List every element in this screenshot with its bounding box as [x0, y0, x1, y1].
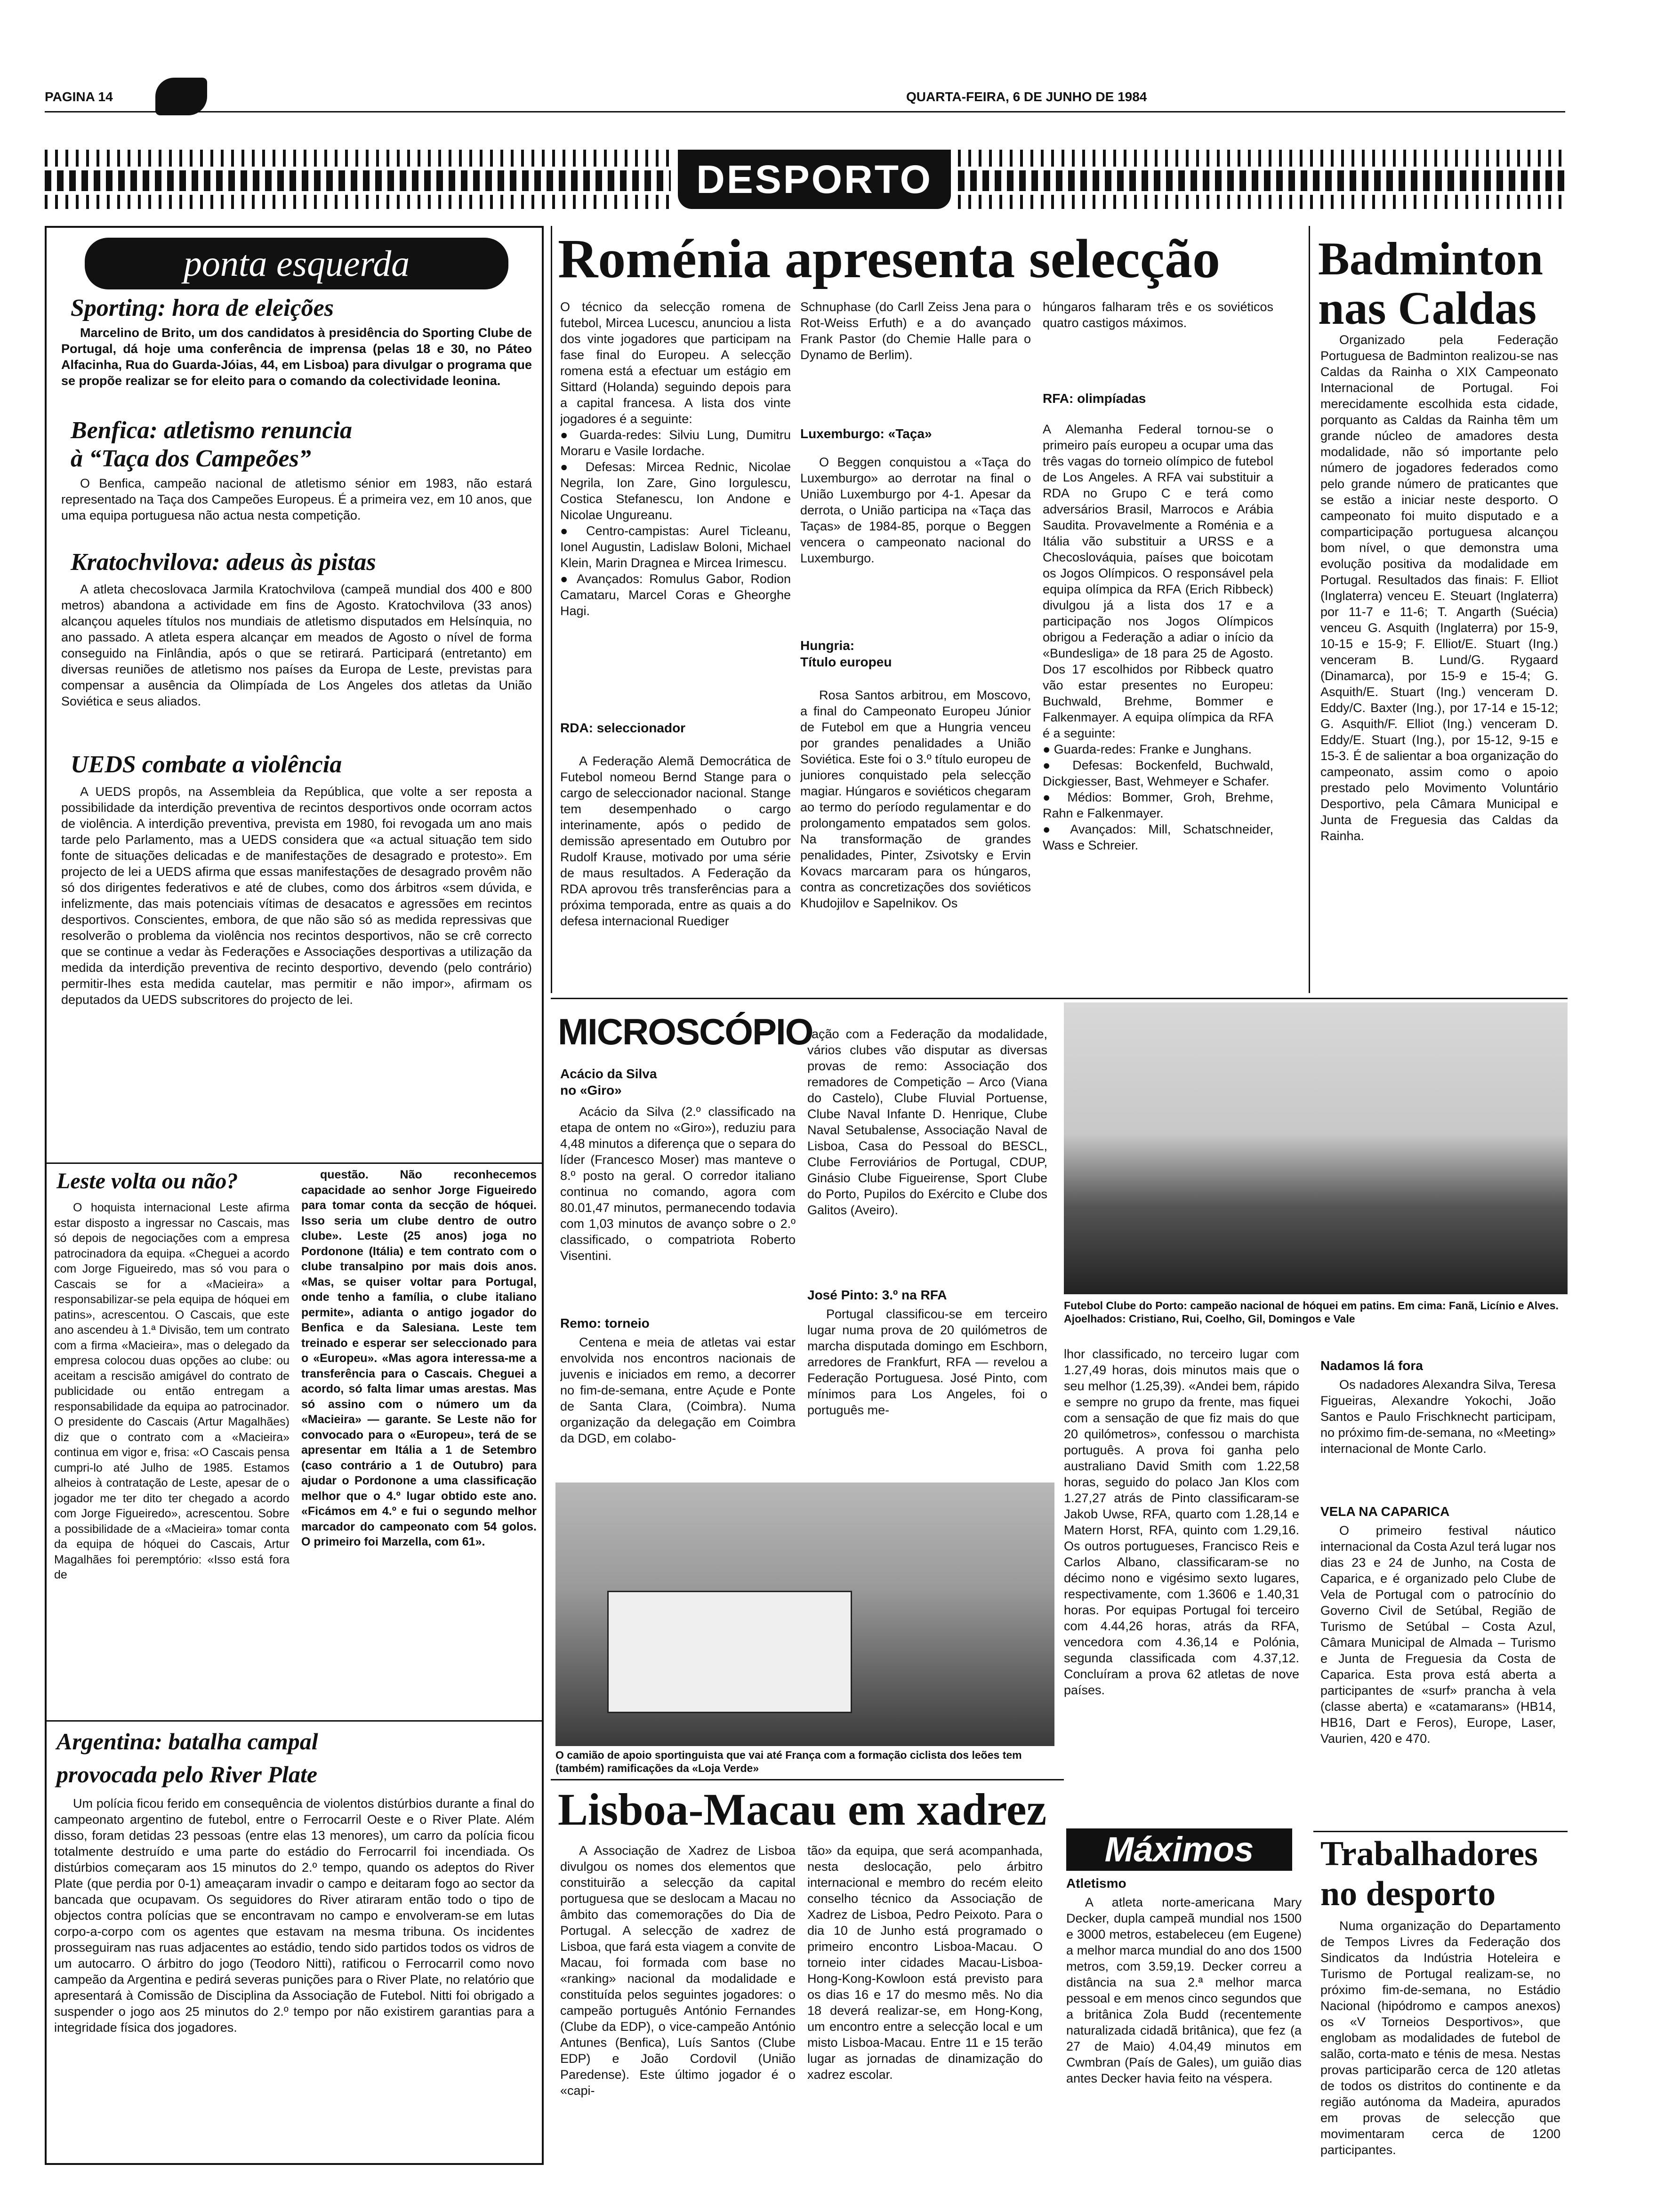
article-rfa: A Alemanha Federal tornou-se o primeiro país europeu a ocupar uma das três vagas do torneio olímpico de futebol de Los Angeles. A RFA vai substituir a RDA no Grupo C e terá como adversários Brasil, Marrocos e Arábia Saudita. Provavelmente a Roménia e a Itália vão substituir a URSS e a Checoslováquia, países que boicotam os Jogos Olímpicos. O responsável pela equipa olímpica da RFA (Erich Ribbeck) divulgou já a lista dos 17 e a participação nos Jogos Olímpicos obrigou a Federação a adiar o início da «Bundesliga» de 18 para 25 de Agosto. Dos 17 escolhidos por Ribbeck quatro vão estar presentes no Europeu: Buchwald, Brehme, Bommer e Falkenmayer. A equipa olímpica da RFA é a seguinte: ● Guarda-redes: Franke e Junghans. ● Defesas: Bockenfeld, Buchwald, Dickgiesser, Bast, Wehmeyer e Schafer. ● Médios: Bommer, Groh, Brehme, Rahn e Falkenmayer. ● Avançados: Mill, Schatschneider, Wass e Schreier. [1043, 422, 1273, 852]
article-leste-col1: O hoquista internacional Leste afirma estar disposto a ingressar no Cascais, mas só depois de negociações com a empresa patrocinadora da equipa. «Cheguei a acordo com Jorge Figueiredo, mas só vou para o Cascais se for a «Macieira» a responsabilizar-se pela equipa de hóquei em patins», acrescentou. O Cascais, que este ano ascendeu à 1.ª Divisão, tem um contrato com a firma «Macieira», mas o delegado da empresa colocou duas opções ao clube: ou aceitam a rescisão amigável do contrato de publicidade ou então entregam a responsabilidade da equipa ao patrocinador. O presidente do Cascais (Artur Magalhães) diz que o contrato com a «Macieira» continua em vigor e, frisa: «O Cascais pensa cumpri-lo até Julho de 1985. Estamos alheios à contratação de Leste, apesar de o jogador me ter dito ter chegado a acordo com Jorge Figueiredo», acrescentou. Sobre a possibilidade de a «Macieira» tomar conta da equipa de hóquei do Cascais, Artur Magalhães foi peremptório: «Isso está fora de [54, 1201, 290, 1581]
banner-stripes-right-bottom [958, 195, 1568, 209]
headline-benfica-2: à “Taça dos Campeões” [71, 445, 311, 472]
divider-trabalhadores [1313, 1831, 1568, 1832]
article-acacio: Acácio da Silva (2.º classificado na etapa de ontem no «Giro»), reduziu para 4,48 minutos a diferença que o separa do líder (Francesco Moser) mas manteve o 8.º posto na geral. O corredor italiano continua no comando, agora com 80.01,47 minutos, permanecendo todavia com 1,03 minutos de avanço sobre o 2.º classificado, o compatriota Roberto Visentini. [560, 1105, 796, 1263]
article-benfica: O Benfica, campeão nacional de atletismo sénior em 1983, não estará representado na Taça dos Campeões Europeus. É a primeira vez, em 10 anos, que uma equipa portuguesa não actua nesta competição. [61, 476, 532, 522]
headline-ueds: UEDS combate a violência [71, 751, 342, 778]
column-divider-1 [551, 226, 552, 993]
article-badminton: Organizado pela Federação Portuguesa de Badminton realizou-se nas Caldas da Rainha o XIX Campeonato Internacional de Portugal. Foi merecidamente escolhida esta cidade, porquanto as Caldas da Rainha têm um grande núcleo de amadores desta modalidade, não só importante pelo número de jogadores federados como pelo grande número de praticantes que se estão a iniciar neste desporto. O campeonato foi muito disputado e a comparticipação portuguesa alcançou bom nível, o que demonstra uma evolução positiva da modalidade em Portugal. Resultados das finais: F. Elliot (Inglaterra) venceu E. Steuart (Inglaterra) por 11-7 e 11-6; T. Angarth (Suécia) venceu G. Asquith (Inglaterra) por 15-9, 10-15 e 15-9; F. Elliot/E. Stuart (Ing.) venceram B. Lund/G. Rygaard (Dinamarca), por 15-9 e 15-4; G. Asquith/E. Stuart (Ing.) venceram D. Eddy/C. Baxter (Ing.), por 17-14 e 15-12; G. Asquith/F. Elliot (Ing.) venceram D. Eddy/E. Stuart (Ing.), por 15-12, 9-15 e 15-3. É de salientar a boa organização do campeonato, assim como o apoio prestado pelo Movimento Voluntário Desportivo, pela Câmara Municipal e Junta de Freguesia das Caldas da Rainha. [1320, 333, 1558, 843]
maximos-logo: Máximos [1066, 1828, 1292, 1871]
article-trabalhadores: Numa organização do Departamento de Tempos Livres da Federação dos Sindicatos da Indústria Hoteleira e Turismo de Portugal realizam-se, no próximo fim-de-semana, no Estádio Nacional (hipódromo e campos anexos) os «V Torneios Desportivos», que englobam as modalidades de futebol de salão, corta-mato e ténis de mesa. Nestas provas participarão cerca de 120 atletas de todos os distritos do continente e da região autónoma da Madeira, apurados em provas de selecção que movimentaram cerca de 1200 participantes. [1320, 1919, 1560, 2157]
subhead-nadamos: Nadamos lá fora [1320, 1358, 1423, 1373]
subhead-vela: VELA NA CAPARICA [1320, 1504, 1450, 1519]
article-remo: Centena e meia de atletas vai estar envolvida nos encontros nacionais de juvenis e iniciados em remo, a decorrer no fim-de-semana, entre Açude e Ponte de Santa Clara, (Coimbra). Numa organização da delegação em Coimbra da DGD, em colabo- [560, 1335, 796, 1445]
article-jose-pinto-cont: lhor classificado, no terceiro lugar com 1.27,49 horas, dois minutos mais que o seu melhor (1.25,39). «Andei bem, rápido e sempre no grupo da frente, mas fiquei com a sensação de que fiz mais do que 20 quilómetros», confessou o marchista português. A prova foi ganha pelo australiano David Smith com 1.22,58 horas, seguido do polaco Jan Klos com 1.27,27 atrás de Pinto classificaram-se Jakob Uwse, RFA, quarto com 1.28,14 e Matern Horst, RFA, quinto com 1.29,16. Os outros portugueses, Francisco Reis e Carlos Albano, classificaram-se no décimo nono e vigésimo sexto lugares, respectivamente, com 1.3606 e 1.40,31 horas. Por equipas Portugal foi terceiro com 4.44,26 horas, atrás da RFA, vencedora com 4.36,14 e Polónia, segunda classificada com 4.37,12. Concluíram a prova 62 atletas de nove países. [1064, 1347, 1299, 1697]
subhead-hungria-1: Hungria: [800, 638, 855, 653]
article-maximos: A atleta norte-americana Mary Decker, dupla campeã mundial nos 1500 e 3000 metros, estabeleceu (em Eugene) a melhor marca mundial do ano dos 1500 metros, com 3.59,19. Decker correu a distância na sua 2.ª melhor marca pessoal e em menos cinco segundos que a britânica Zola Budd (recentemente naturalizada cidadã britânica), que fez (a 27 de Maio) 4.04,49 minutos em Cwmbran (País de Gales), um guião dias antes Decker havia feito na véspera. [1066, 1895, 1302, 2085]
truck-photo-caption: O camião de apoio sportinguista que vai até França com a formação ciclista dos leões tem (também) ramificações da «Loja Verde» [555, 1749, 1022, 1774]
divider-xadrez [551, 1779, 1064, 1780]
article-rda: A Federação Alemã Democrática de Futebol nomeou Bernd Stange para o cargo de seleccionador nacional. Stange tem desempenhado o cargo interinamente, após o pedido de demissão apresentado em Outubro por Rudolf Krause, motivado por uma série de maus resultados. A Federação da RDA aprovou três transferências para a próxima temporada, entre as quais a do defesa internacional Ruediger [560, 754, 791, 928]
headline-romenia: Roménia apresenta selecção [558, 228, 1220, 289]
article-luxemburgo: O Beggen conquistou a «Taça do Luxemburgo» ao derrotar na final o União Luxemburgo por 4-1. Apesar da derrota, o União participa na «Taça das Taças» de 1984-85, porque o Beggen vencera o campeonato nacional do Luxemburgo. [800, 455, 1031, 565]
banner-stripes-right-top [958, 150, 1568, 167]
article-argentina: Um polícia ficou ferido em consequência de violentos distúrbios durante a final do campeonato argentino de futebol, entre o Ferrocarril Oeste e o River Plate. Além disso, foram detidas 23 pessoas (entre elas 13 menores), um carro da polícia ficou totalmente destruído e uma parte do estádio do Ferrocarril foi incendiada. Os distúrbios começaram aos 15 minutos do 2.º tempo, quando os adeptos do River Plate (que perdia por 0-1) ameaçaram invadir o campo e deitaram fogo ao sector da bancada que ocupavam. Os seguidores do River atiraram então todo o tipo de objectos contra polícias que se encontravam no campo e envolveram-se em lutas corpo-a-corpo com os agentes que estavam na mesma tribuna. Os incidentes prosseguiram nas ruas adjacentes ao estádio, tendo sido partidos todos os vidros de um autocarro. O árbitro do jogo (Teodoro Nitti), ratificou o Ferrocarril como novo campeão da Argentina e pedirá severas punições para o River Plate, no relatório que apresentará à Comissão de Disciplina da Associação de Futebol. Nitti foi obrigado a suspender o jogo aos 25 minutos do 2.º tempo por não existirem garantias para a integridade física dos jogadores. [54, 1796, 534, 2035]
headline-trabalhadores-2: no desporto [1320, 1875, 1496, 1913]
headline-xadrez: Lisboa-Macau em xadrez [558, 1784, 1047, 1835]
banner-stripes-right [958, 170, 1568, 191]
issue-date: QUARTA-FEIRA, 6 DE JUNHO DE 1984 [906, 89, 1147, 104]
article-xadrez-col1: A Associação de Xadrez de Lisboa divulgou os nomes dos elementos que constituirão a selecção da capital portuguesa que se deslocam a Macau no âmbito das comemorações do Dia de Portugal. A selecção de xadrez de Lisboa, que fará esta viagem a convite de Macau, foi formada com base no «ranking» nacional da modalidade e constituída pelos seguintes jogadores: o campeão português António Fernandes (Clube da EDP), o vice-campeão António Antunes (Benfica), Luís Santos (Clube EDP) e João Cordovil (União Paredense). Este último jogador é o «capi- [560, 1843, 796, 2098]
ponta-esquerda-logo: ponta esquerda [85, 238, 508, 289]
headline-trabalhadores-1: Trabalhadores [1320, 1835, 1538, 1873]
headline-badminton-2: nas Caldas [1318, 282, 1537, 334]
headline-badminton-1: Badminton [1318, 232, 1543, 285]
subhead-rda: RDA: seleccionador [560, 721, 686, 735]
article-nadamos: Os nadadores Alexandra Silva, Teresa Figueiras, Alexandre Yokochi, João Santos e Paulo Frischknecht participam, no próximo fim-de-semana, no «Meeting» internacional de Monte Carlo. [1320, 1378, 1556, 1456]
header-rule [45, 111, 1565, 112]
subhead-remo: Remo: torneio [560, 1316, 650, 1330]
divider-leste [45, 1162, 544, 1164]
subhead-acacio-1: Acácio da Silva [560, 1066, 657, 1081]
article-leste-col2: questão. Não reconhecemos capacidade ao senhor Jorge Figueiredo para tomar conta da secção de hóquei. Isso seria um clube dentro de outro clube». Leste (25 anos) joga no Pordonone (Itália) e tem contrato com o clube transalpino por mais dois anos. «Mas, se quiser voltar para Portugal, onde tenho a família, o clube italiano permite», adianta o antigo jogador do Benfica e da Salesiana. Leste tem treinado e esperar ser seleccionado para o «Europeu». «Mas agora interessa-me a transferência para o Cascais. Cheguei a acordo, só falta limar umas arestas. Mas só assino com o número um da «Macieira» — garante. Se Leste não for convocado para o «Europeu», terá de se apresentar em Itália a 1 de Setembro (caso contrário a 1 de Outubro) para ajudar o Pordonone a uma classificação melhor que o 4.º lugar obtido este ano. «Ficámos em 4.º e fui o segundo melhor marcador do campeonato com 54 golos. O primeiro foi Marzella, com 61». [301, 1168, 537, 1548]
headline-argentina-2: provocada pelo River Plate [56, 1761, 318, 1787]
article-remo-cont: ração com a Federação da modalidade, vários clubes vão disputar as diversas provas de remo: Associação dos remadores de Competição – Arco (Viana do Castelo), Clube Fluvial Portuense, Clube Naval Infante D. Henrique, Clube Naval Setubalense, Associação Naval de Lisboa, Casa do Pessoal do BESCL, Clube Ferroviários de Portugal, CDUP, Ginásio Clube Figueirense, Sport Clube do Porto, Pupilos do Exército e Clube dos Galitos (Aveiro). [807, 1027, 1047, 1217]
article-rda-cont: Schnuphase (do Carll Zeiss Jena para o Rot-Weiss Erfuth) e a do avançado Frank Pastor (do Chemie Halle para o Dynamo de Berlim). [800, 300, 1031, 362]
article-romenia-list: O técnico da selecção romena de futebol, Mircea Lucescu, anunciou a lista dos vinte jogadores que participam na fase final do Europeu. A selecção romena está a efectuar um estágio em Sittard (Holanda) seguindo depois para a capital francesa. A lista dos vinte jogadores é a seguinte: ● Guarda-redes: Silviu Lung, Dumitru Moraru e Vasile Iordache. ● Defesas: Mircea Rednic, Nicolae Negrila, Ion Zare, Gino Iorgulescu, Costica Stefanescu, Ion Andone e Nicolae Ungureanu. ● Centro-campistas: Aurel Ticleanu, Ionel Augustin, Ladislaw Boloni, Michael Klein, Marin Dragnea e Mircea Irimescu. ● Avançados: Romulus Gabor, Rodion Camataru, Marcel Coras e Gheorghe Hagi. [560, 300, 791, 618]
newspaper-logo-icon [155, 78, 207, 115]
article-hungria-cont: húngaros falharam três e os soviéticos quatro castigos máximos. [1043, 300, 1273, 330]
article-ueds: A UEDS propôs, na Assembleia da República, que volte a ser reposta a possibilidade da interdição preventiva de recintos desportivos onde ocorram actos de violência. A interdição preventiva, prevista em 1980, foi revogada um ano mais tarde pelo Parlamento, mas a UEDS considera que «a actual situação tem sido fonte de situações delicadas e de manifestações de desagrado e protesto». Em projecto de lei a UEDS afirma que essas manifestações de desagrado provêm não só dos dirigentes federativos e até de clubes, como dos árbitros «sem dúvida, e infelizmente, das mais potenciais vítimas de desacatos e agressões em recintos desportivos. Conscientes, embora, de que não são só as medida repressivas que resolverão o problema da violência nos recintos desportivos, não se crê correcto que se continue a vedar às Federações e Associações desportivas a utilização da medida da interdição preventiva de recinto desportivo, devendo (pelo contrário) permitir-lhes esta medida cautelar, mas permitir e não impor», afirmam os deputados da UEDS subscritores do projecto de lei. [61, 785, 532, 1007]
headline-kratochvilova: Kratochvilova: adeus às pistas [71, 549, 376, 576]
microscopio-logo: MICROSCÓPIO [558, 1011, 813, 1052]
article-vela: O primeiro festival náutico internacional da Costa Azul terá lugar nos dias 23 e 24 de Junho, na Costa de Caparica, e é organizado pelo Clube de Vela de Portugal com o patrocínio do Governo Civil de Setúbal, Região de Turismo de Setúbal – Costa Azul, Câmara Municipal de Almada – Turismo e Junta de Freguesia da Costa de Caparica. Esta prova está aberta a participantes de «surf» prancha à vela (classe aberta) e «catamarans» (HB14, HB16, Dart e Feros), Europe, Laser, Vaurien, 420 e 470. [1320, 1523, 1556, 1746]
porto-team-photo [1064, 1002, 1568, 1294]
divider-argentina [45, 1720, 544, 1722]
article-hungria: Rosa Santos arbitrou, em Moscovo, a final do Campeonato Europeu Júnior de Futebol em que a Hungria venceu por grandes penalidades a União Soviética. Este foi o 3.º título europeu de juniores conquistado pela selecção magiar. Húngaros e soviéticos chegaram ao termo do período regulamentar e do prolongamento empatados sem golos. Na transformação de grandes penalidades, Pinter, Zsivotsky e Ervin Kovacs marcaram para os húngaros, contra as concretizações dos soviéticos Khudojilov e Sapelnikov. Os [800, 688, 1031, 910]
banner-stripes-left-top [45, 150, 671, 167]
subhead-luxemburgo: Luxemburgo: «Taça» [800, 426, 932, 441]
banner-stripes-left-bottom [45, 195, 671, 209]
headline-benfica-1: Benfica: atletismo renuncia [71, 417, 352, 444]
subhead-atletismo: Atletismo [1066, 1876, 1126, 1891]
banner-stripes-left [45, 170, 671, 191]
subhead-acacio-2: no «Giro» [560, 1083, 622, 1098]
headline-sporting: Sporting: hora de eleições [71, 295, 334, 321]
page-number: PAGINA 14 [45, 89, 113, 104]
divider-microscopio [551, 998, 1568, 999]
porto-photo-caption: Futebol Clube do Porto: campeão nacional de hóquei em patins. Em cima: Fanã, Licínio e Alves. Ajoelhados: Cristiano, Rui, Coelho, Gil, Domingos e Vale [1064, 1299, 1559, 1325]
article-kratochvilova: A atleta checoslovaca Jarmila Kratochvilova (campeã mundial dos 400 e 800 metros) abandona a actividade em fins de Agosto. Kratochvilova (33 anos) alcançou aqueles títulos nos mundiais de atletismo disputados em Helsínquia, no ano passado. A atleta espera alcançar em meados de Agosto o nível de forma conseguido na Finlândia, após o que se retirará. Participará (entretanto) em diversas reuniões de atletismo nos países da Europa de Leste, previstas para compensar a ausência da Olimpíada de Los Angeles dos atletas da União Soviética e seus aliados. [61, 582, 532, 708]
article-jose-pinto: Portugal classificou-se em terceiro lugar numa prova de 20 quilómetros de marcha disputada domingo em Eschborn, arredores de Frankfurt, RFA — revelou a Federação Portuguesa. José Pinto, com mínimos para Los Angeles, foi o português me- [807, 1307, 1047, 1417]
subhead-jose-pinto: José Pinto: 3.º na RFA [807, 1288, 947, 1302]
column-divider-2 [1309, 226, 1310, 993]
subhead-rfa: RFA: olimpíadas [1043, 391, 1146, 406]
truck-body-shape [607, 1591, 852, 1713]
headline-leste: Leste volta ou não? [56, 1169, 238, 1194]
article-xadrez-col2: tão» da equipa, que será acompanhada, nesta deslocação, pelo árbitro internacional e membro do recém eleito conselho técnico da Associação de Xadrez de Lisboa, Pedro Peixoto. Para o dia 10 de Junho está programado o primeiro encontro Lisboa-Macau. O torneio inter cidades Macau-Lisboa-Hong-Kong-Kowloon está previsto para os dias 16 e 17 do mesmo mês. No dia 18 deverá realizar-se, em Hong-Kong, um encontro entre a selecção local e um misto Lisboa-Macau. Entre 11 e 15 terão lugar as jornadas de dinamização do xadrez escolar. [807, 1843, 1043, 2082]
headline-argentina-1: Argentina: batalha campal [56, 1728, 318, 1755]
section-title: DESPORTO [678, 150, 951, 209]
article-sporting: Marcelino de Brito, um dos candidatos à presidência do Sporting Clube de Portugal, dá hoje uma conferência de imprensa (pelas 18 e 30, no Páteo Alfacinha, Rua do Guarda-Jóias, 44, em Lisboa) para divulgar o programa que se propõe realizar se for eleito para o comando da colectividade leonina. [61, 326, 532, 388]
subhead-hungria-2: Título europeu [800, 655, 892, 669]
